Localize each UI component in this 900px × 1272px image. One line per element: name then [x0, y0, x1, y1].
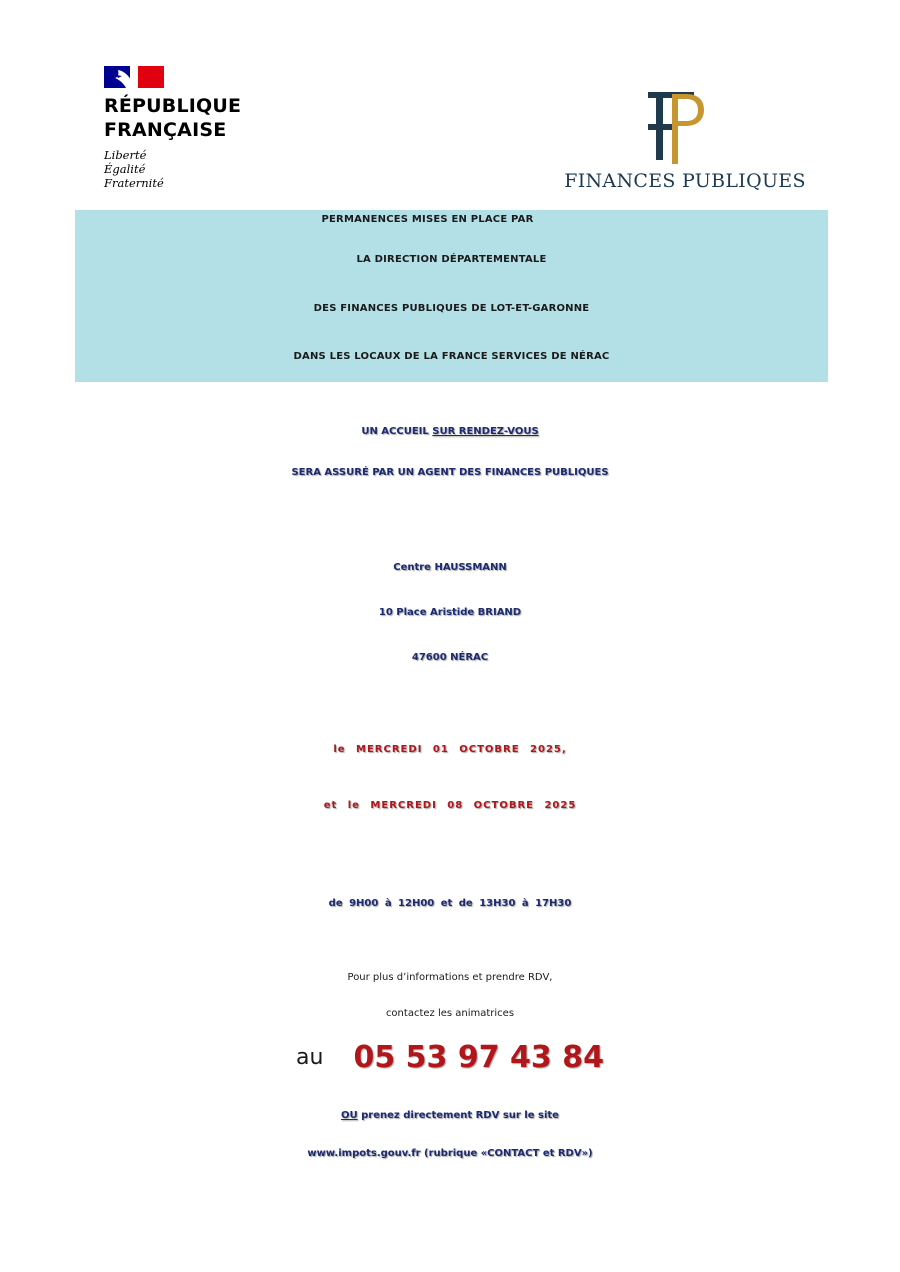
finances-publiques-name: FINANCES PUBLIQUES: [564, 170, 806, 192]
site-line-1-rest: prenez directement RDV sur le site: [357, 1110, 559, 1121]
motto-fraternite: Fraternité: [104, 176, 164, 190]
opening-hours: de 9H00 à 12H00 et de 13H30 à 17H30: [328, 898, 572, 909]
accueil-prefix: UN ACCUEIL: [361, 426, 433, 437]
header-line-4: DANS LES LOCAUX DE LA FRANCE SERVICES DE NÉRAC: [293, 351, 610, 362]
header-line-3: DES FINANCES PUBLIQUES DE LOT-ET-GARONNE: [313, 303, 590, 314]
site-line-1: [0, 1110, 900, 1121]
header-line-2: LA DIRECTION DÉPARTEMENTALE: [356, 254, 547, 265]
motto-egalite: Égalité: [104, 162, 146, 176]
address-line-2: 10 Place Aristide BRIAND: [378, 607, 522, 618]
republique-francaise-logo: [104, 66, 274, 196]
accueil-line-2: SERA ASSURÉ PAR UN AGENT DES FINANCES PUBLIQUES: [291, 467, 609, 478]
marianne-flag-icon: [104, 66, 164, 88]
motto-liberte: Liberté: [104, 148, 147, 162]
info-line-2: contactez les animatrices: [385, 1008, 515, 1019]
republique-title-line1: RÉPUBLIQUE: [104, 95, 242, 117]
address-line-1: Centre HAUSSMANN: [393, 562, 507, 573]
date-line-1: le MERCREDI 01 OCTOBRE 2025,: [333, 744, 567, 755]
republique-motto: [104, 148, 164, 190]
republique-title: [104, 94, 241, 142]
header-line-1: PERMANENCES MISES EN PLACE PAR: [321, 214, 534, 225]
accueil-line-1: [0, 426, 900, 437]
phone-number[interactable]: 05 53 97 43 84: [353, 1040, 604, 1075]
phone-prefix: au: [296, 1045, 324, 1070]
address-line-3: 47600 NÉRAC: [411, 652, 489, 663]
rendez-vous-emphasis: SUR RENDEZ-VOUS: [432, 426, 539, 437]
date-line-2: et le MERCREDI 08 OCTOBRE 2025: [323, 800, 577, 811]
finances-publiques-emblem-icon: [642, 86, 712, 166]
site-url-line[interactable]: www.impots.gouv.fr (rubrique «CONTACT et RDV»): [307, 1148, 593, 1159]
info-line-1: Pour plus d’informations et prendre RDV,: [347, 972, 553, 983]
ou-emphasis: OU: [341, 1110, 358, 1121]
header-banner: [75, 210, 828, 382]
phone-line: [0, 1040, 900, 1075]
finances-publiques-logo: [560, 86, 810, 198]
republique-title-line2: FRANÇAISE: [104, 119, 227, 141]
